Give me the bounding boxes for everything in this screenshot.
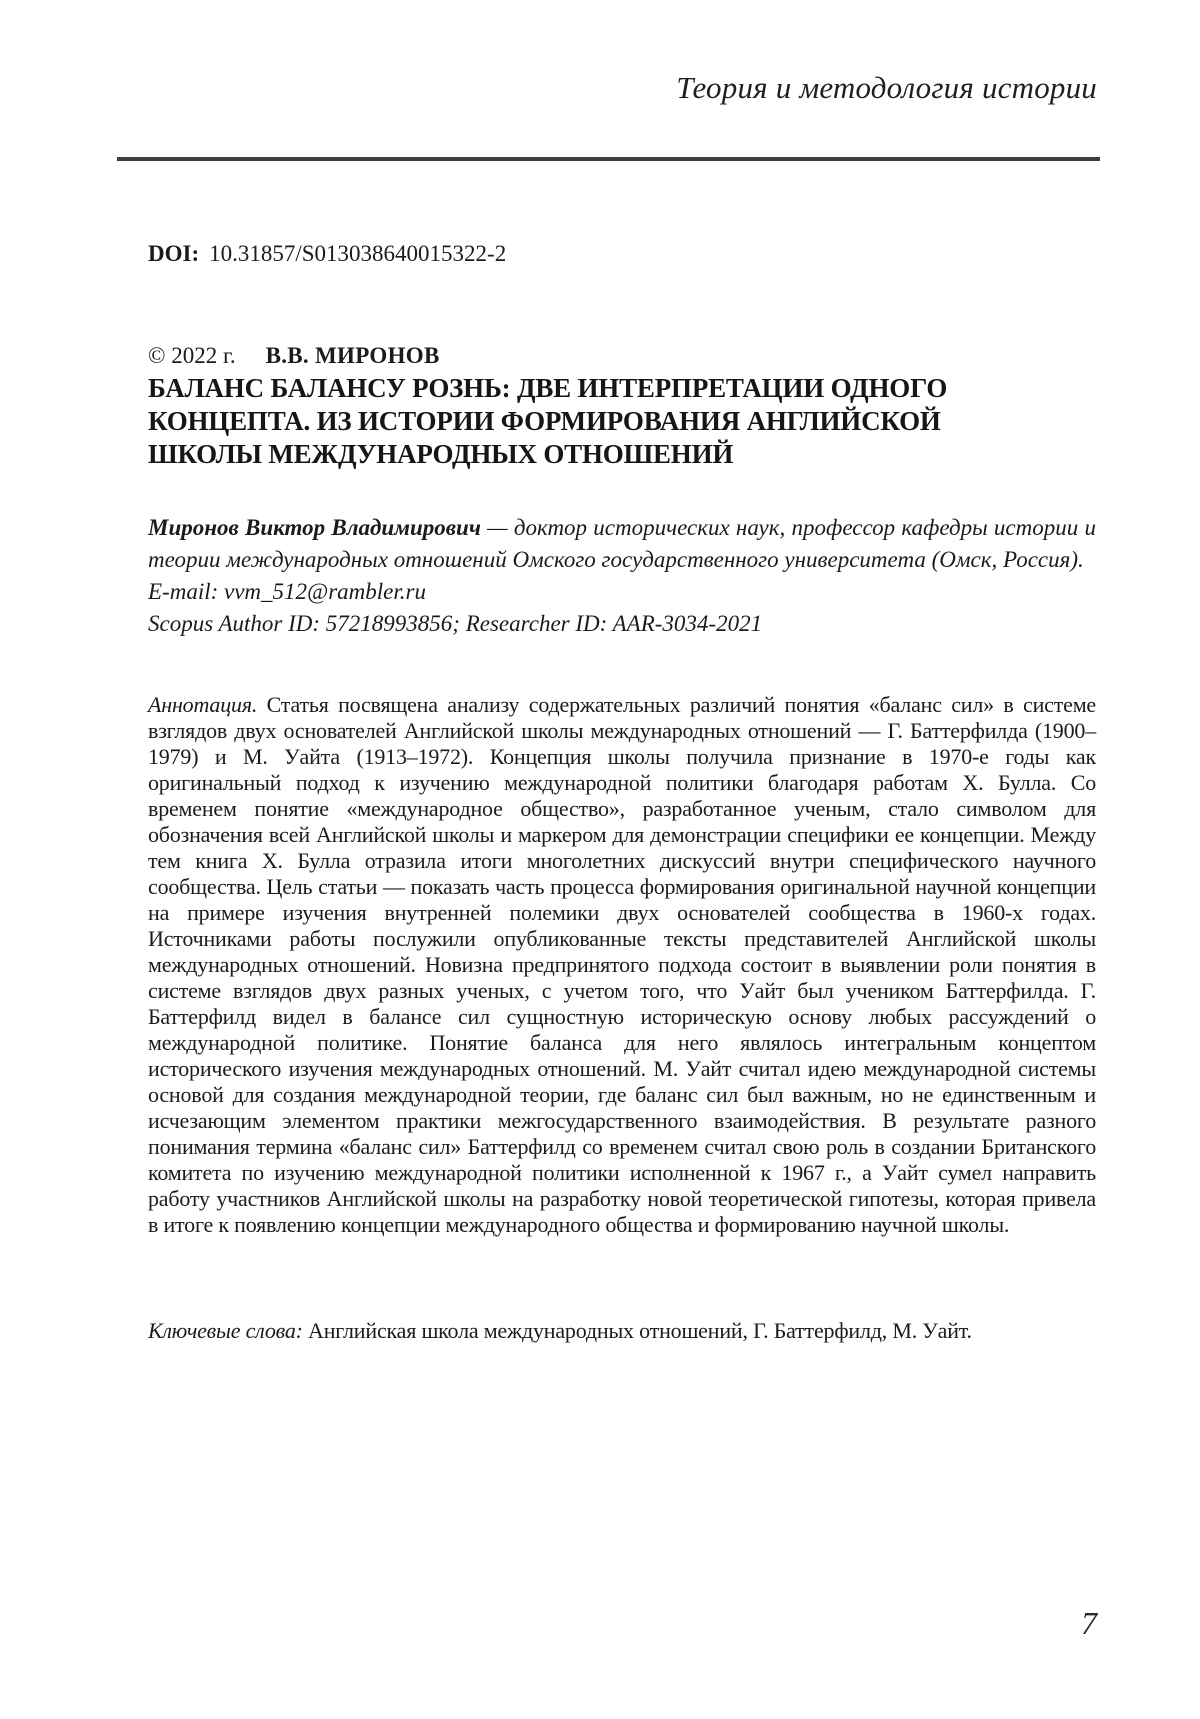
author-bio <box>148 512 1096 576</box>
keywords <box>148 1318 1096 1344</box>
abstract-label: Аннотация. <box>148 692 258 717</box>
doi-label: DOI: <box>148 241 200 266</box>
copyright-line <box>148 343 440 369</box>
page-number: 7 <box>1081 1605 1097 1641</box>
keywords-label: Ключевые слова: <box>148 1318 303 1343</box>
article-title-line-1: БАЛАНС БАЛАНСУ РОЗНЬ: ДВЕ ИНТЕРПРЕТАЦИИ ОДНОГО <box>148 373 948 403</box>
article-title-line-3: ШКОЛЫ МЕЖДУНАРОДНЫХ ОТНОШЕНИЙ <box>148 439 734 469</box>
abstract-text: Статья посвящена анализу содержательных различий понятия «баланс сил» в системе взглядов двух основателей Английской школы международных отношений — Г. Баттерфилда (1900–1979) и М. Уайта (1913–1972). Концепция школы получила признание в 1970-е годы как оригинальный подход к изучению международной политики благодаря работам Х. Булла. Со временем понятие «международное общество», разработанное ученым, стало символом для обозначения всей Английской школы и маркером для демонстрации специфики ее концепции. Между тем книга Х. Булла отразила итоги многолетних дискуссий внутри специфического научного сообщества. Цель статьи — показать часть процесса формирования оригинальной научной концепции на примере изучения внутренней полемики двух основателей сообщества в 1960-х годах. Источниками работы послужили опубликованные тексты представителей Английской школы международных отношений. Новизна предпринятого подхода состоит в выявлении роли понятия в системе взглядов двух разных ученых, с учетом того, что Уайт был учеником Баттерфилда. Г. Баттерфилд видел в балансе сил сущностную историческую основу любых рассуждений о международной политике. Понятие баланса для него являлось интегральным концептом исторического изучения международных отношений. М. Уайт считал идею международной системы основой для создания международной теории, где баланс сил был важным, но не единственным и исчезающим элементом практики межгосударственного взаимодействия. В результате разного понимания термина «баланс сил» Баттерфилд со временем считал свою роль в создании Британского комитета по изучению международной политики исполненной к 1967 г., а Уайт сумел направить работу участников Английской школы на разработку новой теоретической гипотезы, которая привела в итоге к появлению концепции международного общества и формированию научной школы. <box>148 692 1096 1237</box>
author-full-name: Миронов Виктор Владимирович <box>148 515 481 540</box>
article-title <box>148 372 1048 471</box>
author-name-caps: В.В. МИРОНОВ <box>265 343 440 368</box>
copyright-year: © 2022 г. <box>148 343 236 368</box>
author-email-line: E-mail: vvm_512@rambler.ru <box>148 579 426 604</box>
article-title-line-2: КОНЦЕПТА. ИЗ ИСТОРИИ ФОРМИРОВАНИЯ АНГЛИЙСКОЙ <box>148 406 941 436</box>
running-head: Теория и методология истории <box>676 70 1097 105</box>
doi-line <box>148 241 506 267</box>
author-affiliation: — доктор исторических наук, профессор кафедры истории и теории международных отношений Омского государственного университета (Омск, Россия). <box>148 515 1096 572</box>
doi-value: 10.31857/S013038640015322-2 <box>209 241 507 266</box>
keywords-text: Английская школа международных отношений, Г. Баттерфилд, М. Уайт. <box>302 1318 972 1343</box>
header-rule <box>117 157 1100 161</box>
author-ids-line: Scopus Author ID: 57218993856; Researcher ID: AAR-3034-2021 <box>148 611 763 636</box>
author-block <box>148 512 1096 640</box>
abstract <box>148 692 1096 1238</box>
